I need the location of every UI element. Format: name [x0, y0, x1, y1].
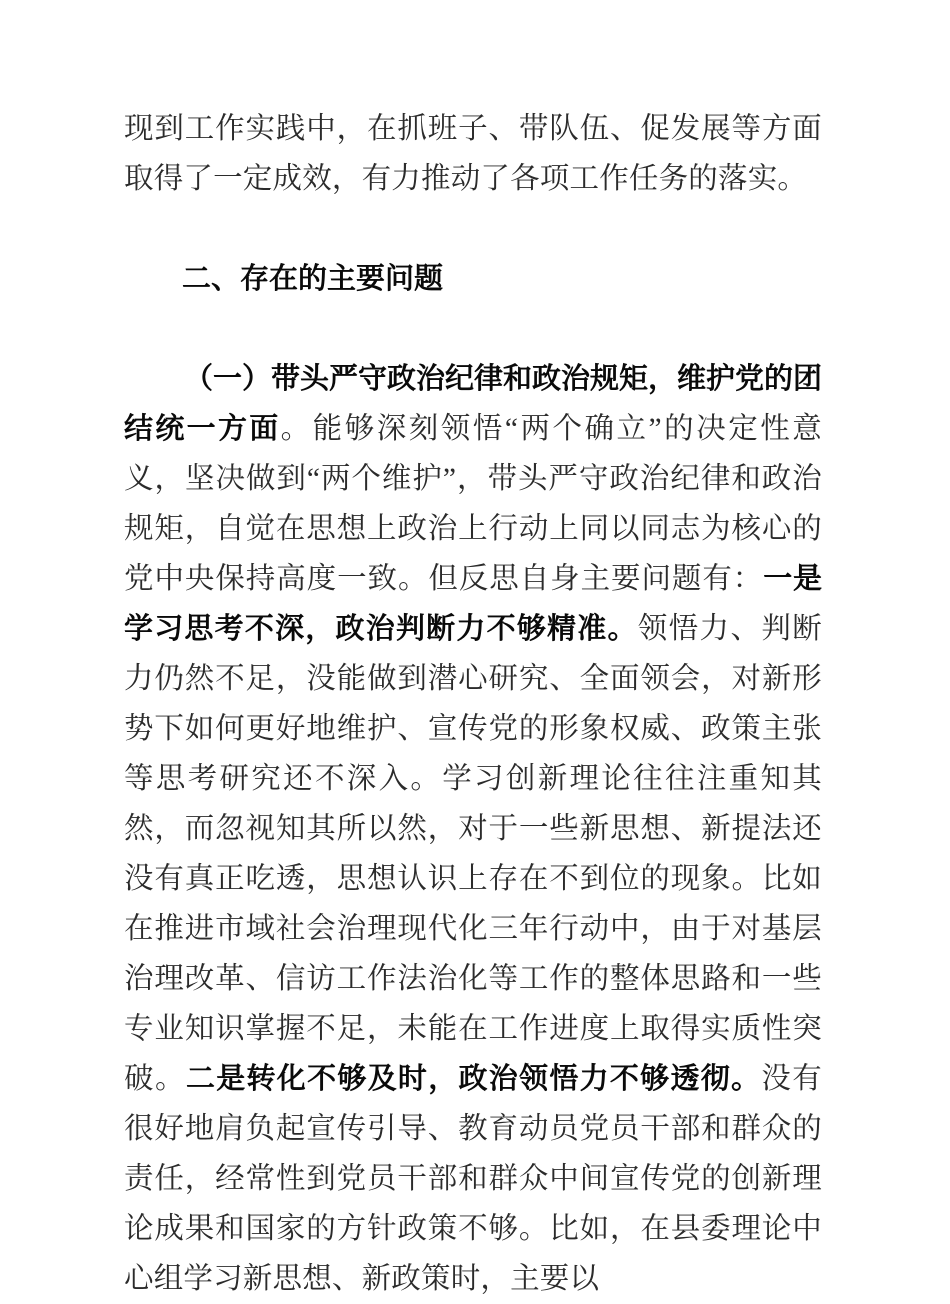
- paragraph-item-one: [124, 354, 822, 1304]
- run-emphasis-point-two: 二是转化不够及时，政治领悟力不够透彻。: [185, 1063, 762, 1095]
- page-content: [124, 104, 822, 1304]
- run-emphasis-subheading: （一）带头严守政治纪律和政治规矩，维护党的团结统一方面: [124, 363, 823, 445]
- paragraph-intro-tail: [124, 104, 822, 204]
- run-text: 。能够深刻领悟“两个确立”的决定性意义，坚决做到“两个维护”，带头严守政治纪律和政治规矩，自觉在思想上政治上行动上同以同志为核心的党中央保持高度一致。但反思自身主要问题有：: [124, 413, 822, 595]
- block-spacer: [124, 304, 822, 354]
- run-emphasis-point-one: 一是学习思考不深，政治判断力不够精准。: [124, 563, 822, 645]
- run-text: 没有很好地肩负起宣传引导、教育动员党员干部和群众的责任，经常性到党员干部和群众中间宣传党的创新理论成果和国家的方针政策不够。比如，在县委理论中心组学习新思想、新政策时，主要以: [124, 1063, 822, 1295]
- run-text: 现到工作实践中，在抓班子、带队伍、促发展等方面取得了一定成效，有力推动了各项工作任务的落实。: [124, 113, 822, 195]
- run-text: 领悟力、判断力仍然不足，没能做到潜心研究、全面领会，对新形势下如何更好地维护、宣传党的形象权威、政策主张等思考研究还不深入。学习创新理论往往注重知其然，而忽视知其所以然，对于一些新思想、新提法还没有真正吃透，思想认识上存在不到位的现象。比如在推进市域社会治理现代化三年行动中，由于对基层治理改革、信访工作法治化等工作的整体思路和一些专业知识掌握不足，未能在工作进度上取得实质性突破。: [124, 613, 822, 1095]
- block-spacer: [124, 204, 822, 254]
- heading-section-two: 二、存在的主要问题: [182, 263, 444, 295]
